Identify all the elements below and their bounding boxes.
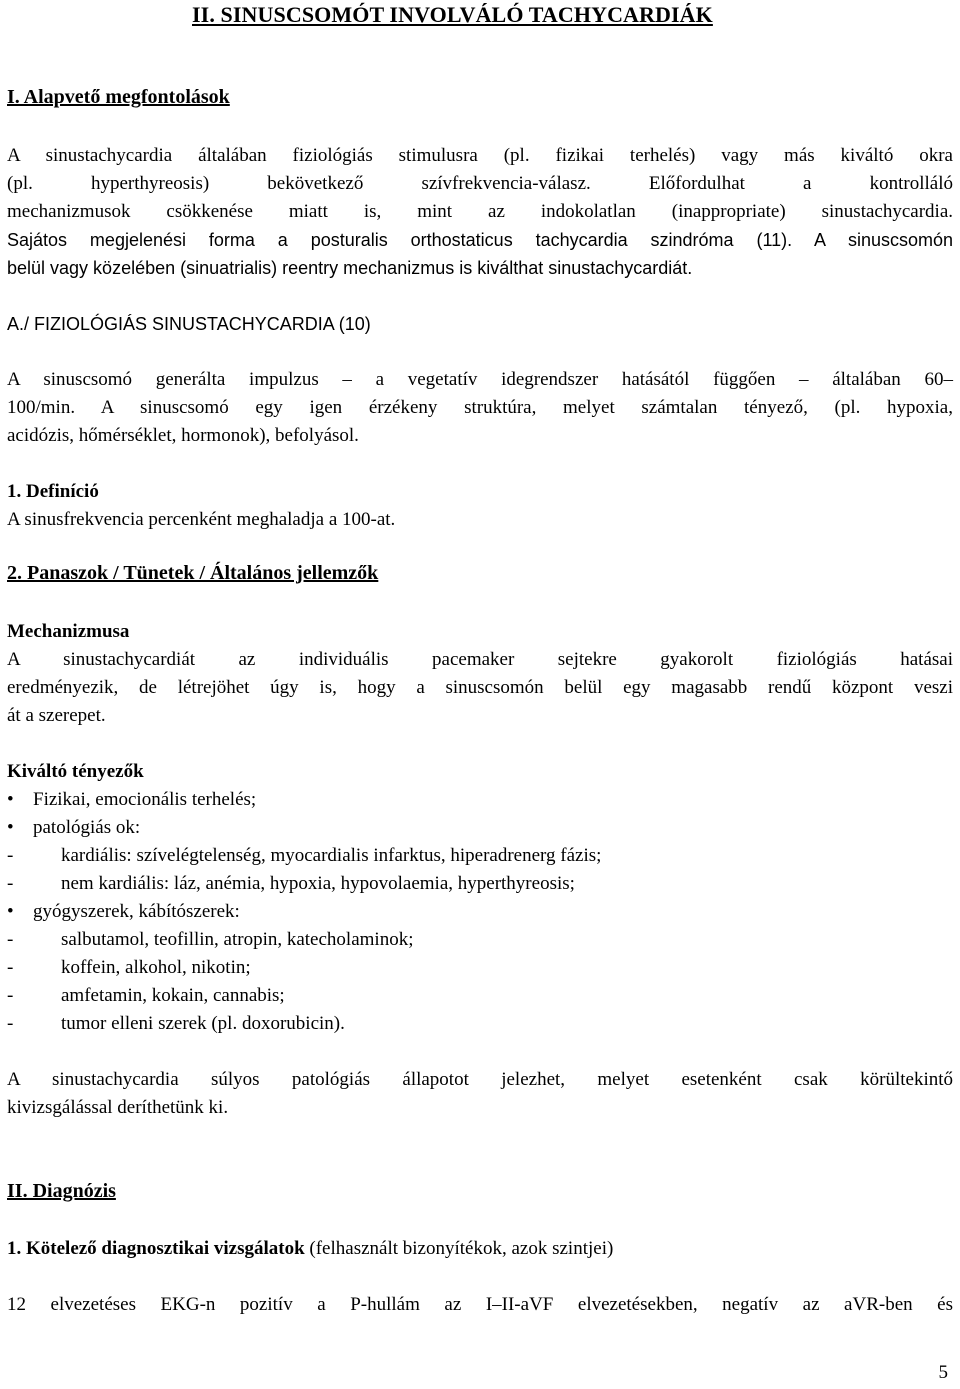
list-item-text: patológiás ok: bbox=[33, 817, 141, 838]
impulse-line-3: acidózis, hőmérséklet, hormonok), befolyásol. bbox=[7, 425, 359, 446]
dash-marker: - bbox=[7, 985, 14, 1006]
bullet-marker: • bbox=[7, 901, 14, 922]
closing-paragraph bbox=[7, 1066, 953, 1122]
bullet-marker: • bbox=[7, 789, 14, 810]
symptoms-heading bbox=[7, 562, 378, 585]
intro-line-1: A sinustachycardia általában fiziológiás stimulusra (pl. fizikai terhelés) vagy más kiváltó okra bbox=[7, 145, 953, 166]
mechanism-line-1: A sinustachycardiát az individuális pacemaker sejtekre gyakorolt fiziológiás hatásai bbox=[7, 649, 953, 670]
intro-line-5: belül vagy közelében (sinuatrialis) reentry mechanizmus is kiválthat sinustachycardiát. bbox=[7, 258, 693, 278]
bullet-item bbox=[7, 814, 953, 842]
dash-item bbox=[7, 926, 953, 954]
list-item-text: kardiális: szívelégtelenség, myocardialis infarktus, hiperadrenerg fázis; bbox=[61, 845, 602, 866]
closing-line-2: kivizsgálással deríthetünk ki. bbox=[7, 1097, 229, 1118]
definition-section bbox=[7, 478, 953, 534]
impulse-line-2: 100/min. A sinuscsomó egy igen érzékeny struktúra, melyet számtalan tényező, (pl. hypoxia, bbox=[7, 397, 953, 418]
dash-marker: - bbox=[7, 957, 14, 978]
ecg-line-1: 12 elvezetéses EKG-n pozitív a P-hullám az I–II-aVF elvezetésekben, negatív az aVR-ben és bbox=[7, 1294, 953, 1315]
intro-paragraph bbox=[7, 142, 953, 282]
intro-line-4: Sajátos megjelenési forma a posturalis orthostaticus tachycardia szindróma (11). A sinuscsomón bbox=[7, 230, 953, 250]
dash-marker: - bbox=[7, 845, 14, 866]
mandatory-tests-rest: (felhasznált bizonyítékok, azok szintjei) bbox=[304, 1238, 614, 1259]
mechanism-line-3: át a szerepet. bbox=[7, 705, 106, 726]
symptoms-heading-text: 2. Panaszok / Tünetek / Általános jellemzők bbox=[7, 562, 379, 584]
impulse-line-1: A sinuscsomó generálta impulzus – a vegetatív idegrendszer hatásától függően – általában 60– bbox=[7, 369, 953, 390]
triggers-list bbox=[7, 786, 953, 1038]
intro-line-3: mechanizmusok csökkenése miatt is, mint az indokolatlan (inappropriate) sinustachycardia. bbox=[7, 201, 953, 222]
list-item-text: amfetamin, kokain, cannabis; bbox=[61, 985, 285, 1006]
document-title: II. SINUSCSOMÓT INVOLVÁLÓ TACHYCARDIÁK bbox=[192, 2, 713, 27]
mandatory-tests-heading bbox=[7, 1235, 953, 1263]
list-item-text: salbutamol, teofillin, atropin, katecholaminok; bbox=[61, 929, 414, 950]
page-number: 5 bbox=[938, 1362, 948, 1383]
triggers-section bbox=[7, 758, 953, 1038]
section-heading-basics: I. Alapvető megfontolások bbox=[7, 86, 230, 108]
bullet-item bbox=[7, 898, 953, 926]
dash-marker: - bbox=[7, 929, 14, 950]
list-item-text: koffein, alkohol, nikotin; bbox=[61, 957, 251, 978]
triggers-heading: Kiváltó tényezők bbox=[7, 761, 144, 782]
list-item-text: nem kardiális: láz, anémia, hypoxia, hypovolaemia, hyperthyreosis; bbox=[61, 873, 575, 894]
bullet-item bbox=[7, 786, 953, 814]
closing-line-1: A sinustachycardia súlyos patológiás állapotot jelezhet, melyet esetenként csak körültekintő bbox=[7, 1069, 953, 1090]
mechanism-section bbox=[7, 618, 953, 730]
list-item-text: tumor elleni szerek (pl. doxorubicin). bbox=[61, 1013, 345, 1034]
subheading-physiological: A./ FIZIOLÓGIÁS SINUSTACHYCARDIA (10) bbox=[7, 314, 371, 334]
mandatory-tests-bold: 1. Kötelező diagnosztikai vizsgálatok bbox=[7, 1238, 305, 1259]
dash-item bbox=[7, 842, 953, 870]
dash-item bbox=[7, 1010, 953, 1038]
dash-marker: - bbox=[7, 873, 14, 894]
section-heading-diagnosis: II. Diagnózis bbox=[7, 1180, 116, 1202]
mechanism-heading: Mechanizmusa bbox=[7, 621, 130, 642]
definition-heading: 1. Definíció bbox=[7, 481, 99, 502]
impulse-paragraph bbox=[7, 366, 953, 450]
dash-marker: - bbox=[7, 1013, 14, 1034]
mechanism-line-2: eredményezik, de létrejöhet úgy is, hogy a sinuscsomón belül egy magasabb rendű központ veszi bbox=[7, 677, 953, 698]
dash-item bbox=[7, 982, 953, 1010]
definition-text: A sinusfrekvencia percenként meghaladja a 100-at. bbox=[7, 509, 396, 530]
bullet-marker: • bbox=[7, 817, 14, 838]
list-item-text: gyógyszerek, kábítószerek: bbox=[33, 901, 240, 922]
intro-line-2: (pl. hyperthyreosis) bekövetkező szívfrekvencia-válasz. Előfordulhat a kontrolláló bbox=[7, 173, 953, 194]
dash-item bbox=[7, 870, 953, 898]
ecg-paragraph bbox=[7, 1291, 953, 1319]
dash-item bbox=[7, 954, 953, 982]
list-item-text: Fizikai, emocionális terhelés; bbox=[33, 789, 257, 810]
